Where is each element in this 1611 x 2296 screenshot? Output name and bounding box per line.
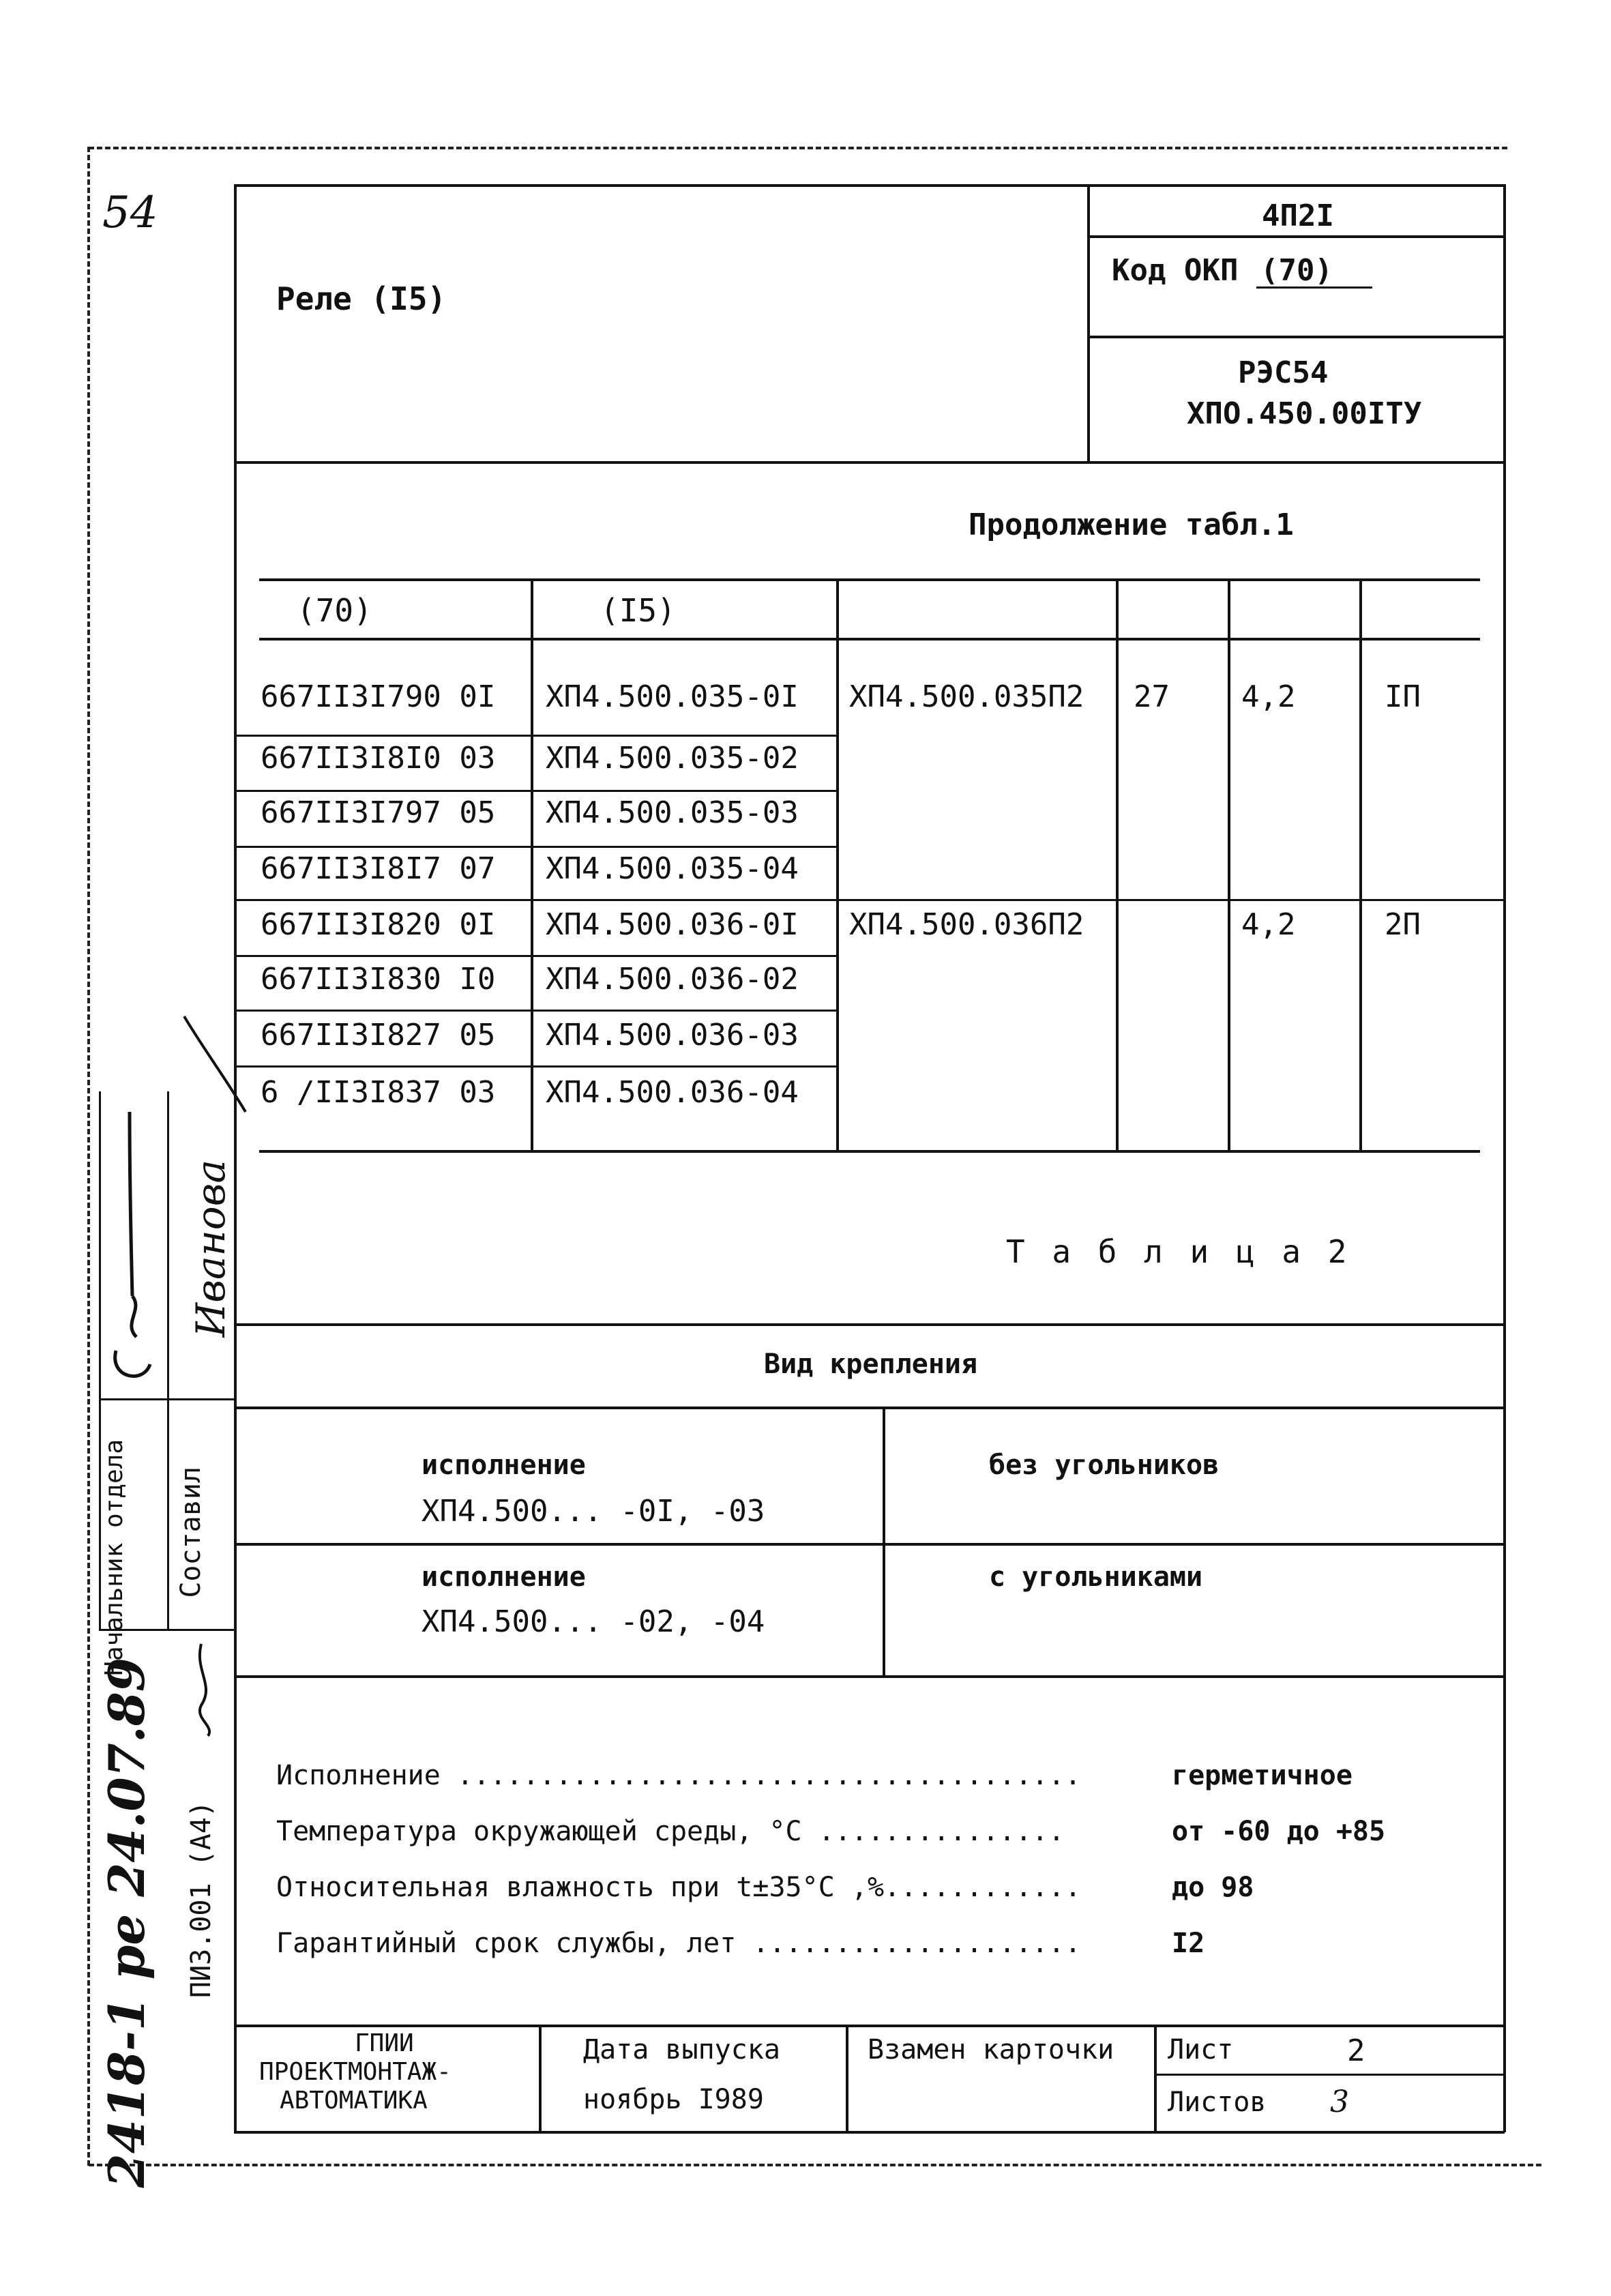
frame-right [1503,184,1506,2132]
group1-type: IП [1385,679,1421,714]
group1-value: 27 [1134,679,1170,714]
table2-divider [883,1407,885,1677]
footer-sheet-divider [1154,2074,1503,2076]
sheet-value: 2 [1347,2033,1365,2068]
row-sep-5 [235,955,838,957]
row-sep-2 [235,790,838,792]
row-number: ХП4.500.035-02 [546,741,799,776]
outer-frame-bottom [89,2164,1541,2166]
product-code: 4П2I [1262,198,1334,233]
okp-label: Код ОКП [1112,253,1239,288]
row-number: ХП4.500.035-04 [546,851,799,886]
spec-value: герметичное [1172,1760,1353,1791]
row-sep-3 [235,846,838,848]
side-handwritten: 2418-1 ре 24.07.89 [98,1658,156,2188]
footer-vline-3 [1154,2025,1157,2131]
row-number: ХП4.500.035-0I [546,679,799,714]
footer-vline-1 [539,2025,542,2131]
frame-top [234,184,1506,187]
model-name: РЭС54 [1238,355,1329,390]
table1-vline-3 [1116,578,1119,1151]
table1-bottom [259,1150,1480,1153]
row-number: ХП4.500.035-03 [546,795,799,830]
table2-header: Вид крепления [764,1349,978,1380]
spec-label: Относительная влажность при t±35°С ,%............ [276,1872,1082,1903]
table2-row2-line2: ХП4.500... -02, -04 [422,1604,765,1639]
row-code: 667II3I8I0 03 [261,741,496,776]
table2-bottom [235,1675,1504,1678]
outer-frame-top [89,147,1507,149]
org-line3: АВТОМАТИКА [280,2087,428,2115]
row-sep-7 [235,1065,838,1068]
table2-title: Т а б л и ц а 2 [1006,1233,1351,1270]
side-head-label: Начальник отдела [100,1439,128,1676]
okp-divider [1087,336,1505,338]
spec-label: Температура окружающей среды, °С ............... [276,1816,1065,1847]
table1-top [259,578,1480,581]
table2-row2-line1: исполнение [422,1561,586,1593]
row-code: 6 /II3I837 03 [261,1075,496,1110]
row-number: ХП4.500.036-02 [546,962,799,997]
table2-row1-value: без угольников [989,1449,1220,1481]
table2-row-sep [235,1543,1504,1546]
side-stamp: ПИЗ.001 (A4) [186,1801,217,1998]
footer-bottom [234,2131,1505,2134]
spec-number: ХПО.450.00IТУ [1187,396,1422,431]
table2-top [235,1323,1504,1326]
spec-label: Исполнение ...................................... [276,1760,1082,1791]
product-title: Реле (I5) [276,280,447,317]
row-sep-1 [235,735,838,737]
spec-label: Гарантийный срок службы, лет .................... [276,1928,1082,1959]
date-value: ноябрь I989 [583,2084,764,2115]
code-underline [1087,235,1505,238]
table2-row1-line2: ХП4.500... -0I, -03 [422,1494,765,1529]
side-hline-1 [99,1398,235,1400]
spec-value: I2 [1172,1928,1205,1959]
group1-drawing: ХП4.500.035П2 [849,679,1084,714]
outer-frame-left [87,147,90,2166]
side-author-label: Составил [175,1467,207,1598]
signature-head [102,1091,164,1392]
spec-value: до 98 [1172,1872,1254,1903]
col-header-70: (70) [297,592,372,629]
header-divider [1087,184,1090,462]
row-number: ХП4.500.036-0I [546,907,799,942]
frame-left [234,184,237,2132]
org-line2: ПРОЕКТМОНТАЖ- [259,2058,452,2086]
row-number: ХП4.500.036-04 [546,1075,799,1110]
spec-value: от -60 до +85 [1172,1816,1386,1847]
footer-top [234,2025,1505,2027]
table2-row2-value: с угольниками [989,1561,1203,1593]
sheets-value: 3 [1330,2085,1349,2119]
table2-header-bottom [235,1407,1504,1409]
replace-label: Взамен карточки [868,2034,1114,2065]
header-bottom [234,461,1505,464]
table2-row1-line1: исполнение [422,1449,586,1481]
table1-header-bottom [259,638,1480,641]
sheet-label: Лист [1168,2034,1234,2065]
row-code: 667II3I790 0I [261,679,496,714]
group2-type: 2П [1385,907,1421,942]
side-author-sign: Иванова [188,1160,234,1338]
row-code: 667II3I827 05 [261,1018,496,1053]
row-code: 667II3I8I7 07 [261,851,496,886]
col-header-15: (I5) [600,592,676,629]
table1-continuation: Продолжение табл.1 [969,507,1294,542]
table1-vline-4 [1228,578,1230,1151]
row-code: 667II3I830 I0 [261,962,496,997]
row-code: 667II3I820 0I [261,907,496,942]
signature-diagonal [177,1010,259,1119]
org-line1: ГПИИ [355,2029,414,2057]
row-sep-6 [235,1010,838,1012]
group1-dim: 4,2 [1241,679,1296,714]
side-vline-2 [167,1091,169,1630]
date-label: Дата выпуска [583,2034,780,2065]
group2-dim: 4,2 [1241,907,1296,942]
okp-value: (70) [1260,253,1333,288]
row-sep-4 [235,899,1504,901]
sheets-label: Листов [1168,2087,1267,2118]
group2-drawing: ХП4.500.036П2 [849,907,1084,942]
okp-underline [1256,286,1372,289]
table1-vline-5 [1359,578,1362,1151]
page-number: 54 [102,188,158,238]
row-code: 667II3I797 05 [261,795,496,830]
row-number: ХП4.500.036-03 [546,1018,799,1053]
signature-check [174,1637,228,1739]
footer-vline-2 [846,2025,848,2131]
